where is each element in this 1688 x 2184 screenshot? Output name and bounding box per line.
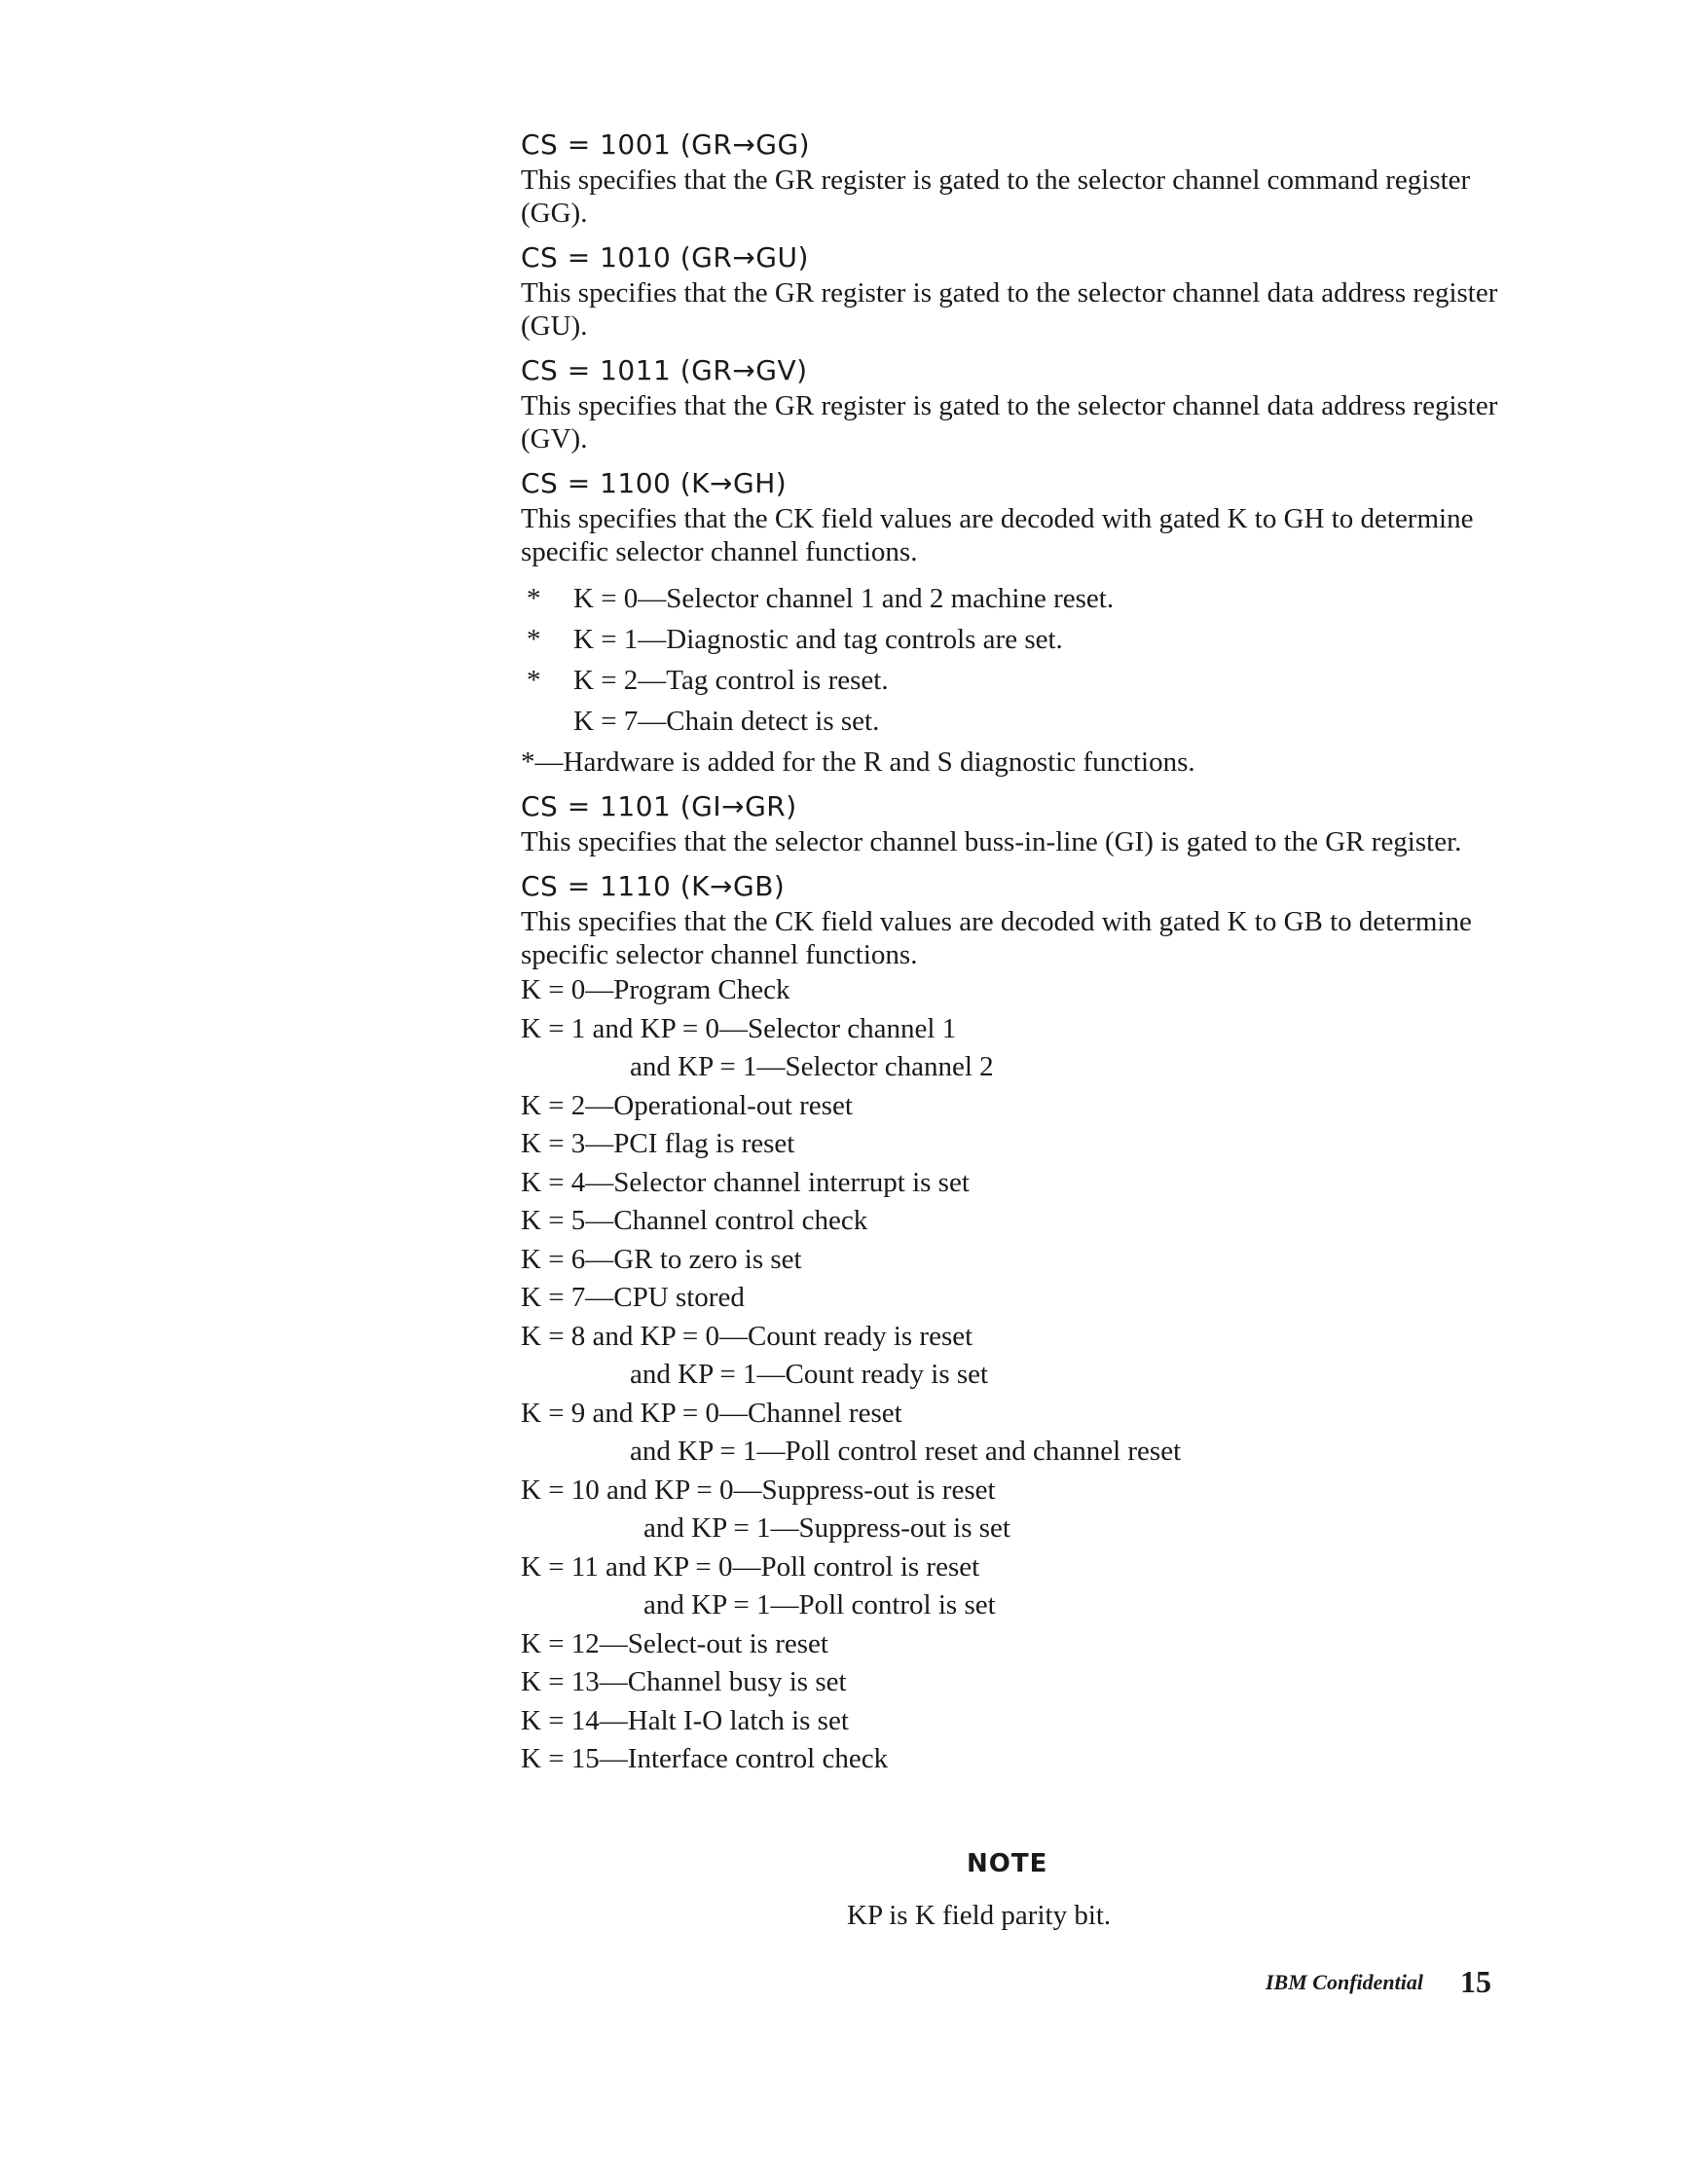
cs-heading: CS = 1010 (GR→GU) [521, 241, 809, 273]
list-item: and KP = 1—Count ready is set [630, 1359, 989, 1390]
asterisk: * [527, 583, 541, 614]
list-item: K = 5—Channel control check [521, 1205, 868, 1236]
description: This specifies that the CK field values are decoded with gated K to GH to determine specific selector channel functions. [521, 503, 1474, 567]
list-item: and KP = 1—Selector channel 2 [630, 1051, 994, 1082]
description: This specifies that the GR register is gated to the selector channel command register (GG). [521, 164, 1471, 229]
asterisk: * [527, 624, 541, 655]
list-item: K = 15—Interface control check [521, 1743, 889, 1774]
list-item: and KP = 1—Poll control is set [643, 1589, 996, 1620]
list-item: K = 14—Halt I-O latch is set [521, 1704, 849, 1736]
list-item: K = 10 and KP = 0—Suppress-out is reset [521, 1474, 996, 1506]
list-item: K = 11 and KP = 0—Poll control is reset [521, 1550, 980, 1583]
cs-heading: CS = 1101 (GI→GR) [521, 790, 797, 822]
description: This specifies that the GR register is gated to the selector channel data address register (GV). [521, 390, 1498, 455]
list-item: K = 0—Program Check [521, 974, 790, 1005]
document-page [521, 127, 1514, 1779]
section-cs-1001 [521, 127, 1514, 230]
list-item: K = 3—PCI flag is reset [521, 1128, 795, 1159]
list-item-text: K = 2—Tag control is reset. [573, 665, 889, 696]
list-item: and KP = 1—Poll control reset and channel reset [630, 1436, 1182, 1467]
cs-heading: CS = 1110 (K→GB) [521, 870, 786, 902]
gh-function-list [521, 578, 1514, 742]
list-item: K = 12—Select-out is reset [521, 1627, 828, 1659]
cs-heading: CS = 1011 (GR→GV) [521, 354, 808, 386]
description: This specifies that the CK field values are decoded with gated K to GB to determine specific selector channel functions. [521, 906, 1472, 970]
list-item [521, 619, 1514, 660]
note-text: KP is K field parity bit. [847, 1900, 1112, 1931]
gb-function-list [521, 971, 1514, 1779]
list-item: K = 4—Selector channel interrupt is set [521, 1166, 970, 1198]
list-item: K = 6—GR to zero is set [521, 1243, 802, 1275]
section-cs-1101 [521, 788, 1514, 858]
description: This specifies that the GR register is gated to the selector channel data address register (GU). [521, 277, 1498, 342]
hardware-note: *—Hardware is added for the R and S diagnostic functions. [521, 746, 1195, 778]
page-number: 15 [1460, 1964, 1491, 1999]
list-item: and KP = 1—Suppress-out is set [643, 1512, 1010, 1544]
asterisk [521, 701, 573, 742]
list-item: K = 2—Operational-out reset [521, 1089, 853, 1121]
asterisk: * [527, 665, 541, 696]
section-cs-1011 [521, 352, 1514, 455]
list-item-text: K = 1—Diagnostic and tag controls are set. [573, 624, 1063, 655]
list-item [521, 660, 1514, 701]
section-cs-1110 [521, 868, 1514, 971]
cs-heading: CS = 1100 (K→GH) [521, 467, 788, 499]
footer-confidential: IBM Confidential [1266, 1970, 1423, 1994]
section-cs-1010 [521, 239, 1514, 343]
description: This specifies that the selector channel buss-in-line (GI) is gated to the GR register. [521, 826, 1462, 857]
list-item: K = 9 and KP = 0—Channel reset [521, 1397, 902, 1429]
list-item: K = 7—CPU stored [521, 1282, 745, 1313]
note-heading: NOTE [967, 1849, 1048, 1878]
list-item [521, 701, 1514, 742]
list-item: K = 1 and KP = 0—Selector channel 1 [521, 1012, 957, 1044]
section-cs-1100 [521, 465, 1514, 568]
list-item-text: K = 0—Selector channel 1 and 2 machine reset. [573, 583, 1115, 614]
list-item-text: K = 7—Chain detect is set. [573, 706, 880, 737]
list-item [521, 578, 1514, 619]
list-item: K = 13—Channel busy is set [521, 1666, 847, 1697]
cs-heading: CS = 1001 (GR→GG) [521, 128, 811, 161]
list-item: K = 8 and KP = 0—Count ready is reset [521, 1320, 973, 1352]
